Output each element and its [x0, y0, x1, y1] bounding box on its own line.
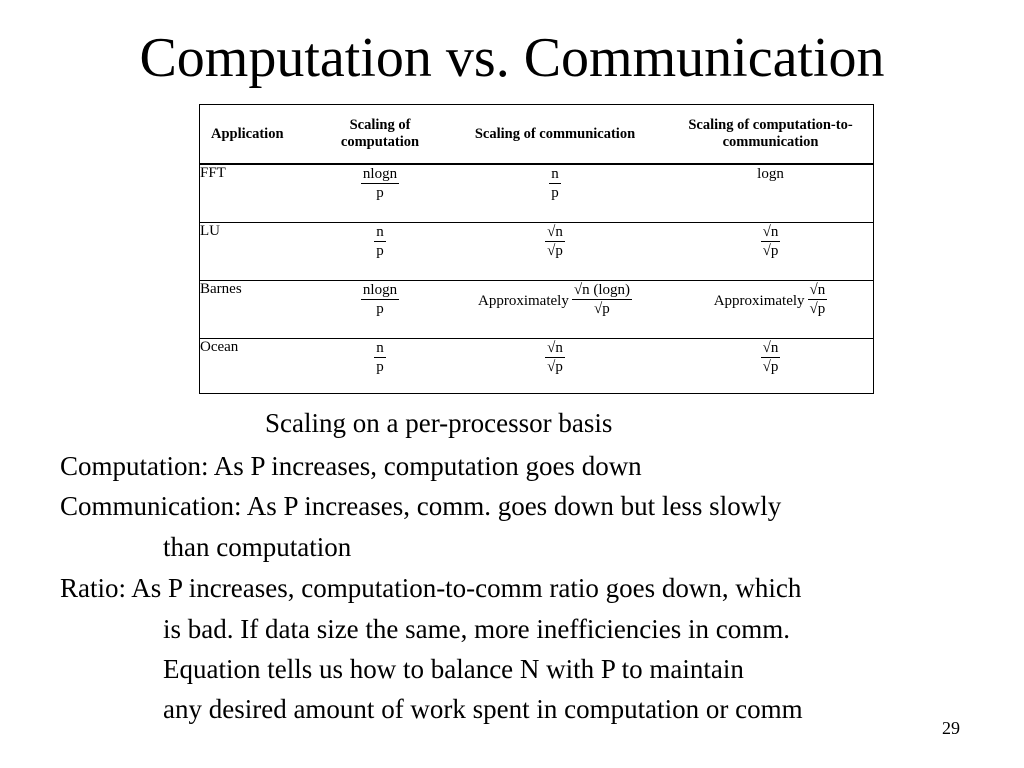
fraction-numerator: √n	[547, 340, 563, 356]
communication-cell	[442, 281, 668, 339]
fraction	[808, 281, 828, 318]
application-name: LU	[200, 223, 318, 281]
communication-cell	[442, 164, 668, 223]
bullet-ratio-cont-1: is bad. If data size the same, more inefficiencies in comm.	[163, 614, 791, 644]
fraction-denominator: √p	[547, 243, 563, 259]
header-communication: Scaling of communication	[442, 105, 668, 164]
fraction	[545, 339, 565, 376]
fraction	[545, 223, 565, 260]
fraction	[761, 339, 781, 376]
fraction-numerator: √n	[762, 224, 779, 240]
bullet-communication-cont: than computation	[163, 532, 352, 562]
fraction-denominator: p	[551, 185, 559, 201]
fraction	[361, 281, 399, 318]
bullet-ratio: Ratio: As P increases, computation-to-comm ratio goes down, which	[60, 573, 802, 603]
fraction-denominator: p	[376, 243, 384, 259]
approx-prefix: Approximately	[713, 293, 805, 309]
computation-cell	[318, 223, 442, 281]
fraction-numerator: √n	[809, 282, 826, 298]
application-name: Ocean	[200, 339, 239, 355]
page-number: 29	[942, 718, 960, 738]
fraction-numerator: √n (logn)	[573, 282, 630, 298]
formula: logn	[757, 166, 784, 182]
fraction-numerator: n	[376, 340, 384, 356]
computation-cell	[318, 164, 442, 223]
slide-title: Computation vs. Communication	[139, 27, 885, 89]
communication-cell	[442, 339, 668, 397]
computation-cell	[318, 281, 442, 339]
fraction-denominator: √p	[809, 301, 826, 317]
header-application: Application	[200, 105, 318, 164]
table-row	[200, 281, 873, 339]
fraction-denominator: √p	[594, 301, 610, 317]
table-row	[200, 223, 873, 281]
bullet-ratio-cont-3: any desired amount of work spent in computation or comm	[163, 694, 803, 724]
fraction-denominator: p	[376, 301, 384, 317]
fraction-numerator: √n	[547, 224, 563, 240]
table-header-row	[200, 105, 873, 164]
table-row	[200, 339, 873, 397]
table-caption: Scaling on a per-processor basis	[265, 408, 613, 438]
fraction-numerator: n	[551, 166, 559, 182]
fraction	[374, 339, 386, 376]
fraction-numerator: √n	[762, 340, 779, 356]
ratio-cell	[668, 339, 873, 397]
communication-cell	[442, 223, 668, 281]
fraction-denominator: √p	[762, 359, 779, 375]
fraction-denominator: √p	[547, 359, 563, 375]
bullet-computation: Computation: As P increases, computation goes down	[60, 451, 642, 481]
fraction	[549, 165, 561, 202]
ratio-cell	[668, 281, 873, 339]
ratio-cell	[668, 164, 873, 223]
scaling-table	[199, 104, 874, 394]
header-computation: Scaling of computation	[318, 105, 442, 164]
application-name: Barnes	[200, 281, 318, 339]
table-row	[200, 164, 873, 223]
fraction-numerator: n	[376, 224, 384, 240]
bullet-communication: Communication: As P increases, comm. goes down but less slowly	[60, 491, 782, 521]
ratio-cell	[668, 223, 873, 281]
computation-cell	[318, 339, 442, 397]
fraction-numerator: nlogn	[362, 282, 398, 298]
fraction-numerator: nlogn	[362, 166, 398, 182]
fraction	[361, 165, 399, 202]
fraction-denominator: √p	[762, 243, 779, 259]
application-name: FFT	[200, 164, 318, 223]
fraction	[374, 223, 386, 260]
fraction	[761, 223, 781, 260]
header-ratio: Scaling of computation-to-communication	[668, 105, 873, 164]
approx-prefix: Approximately	[478, 293, 569, 309]
bullet-ratio-cont-2: Equation tells us how to balance N with P to maintain	[163, 654, 744, 684]
fraction	[572, 281, 632, 318]
fraction-denominator: p	[376, 359, 384, 375]
fraction-denominator: p	[376, 185, 384, 201]
